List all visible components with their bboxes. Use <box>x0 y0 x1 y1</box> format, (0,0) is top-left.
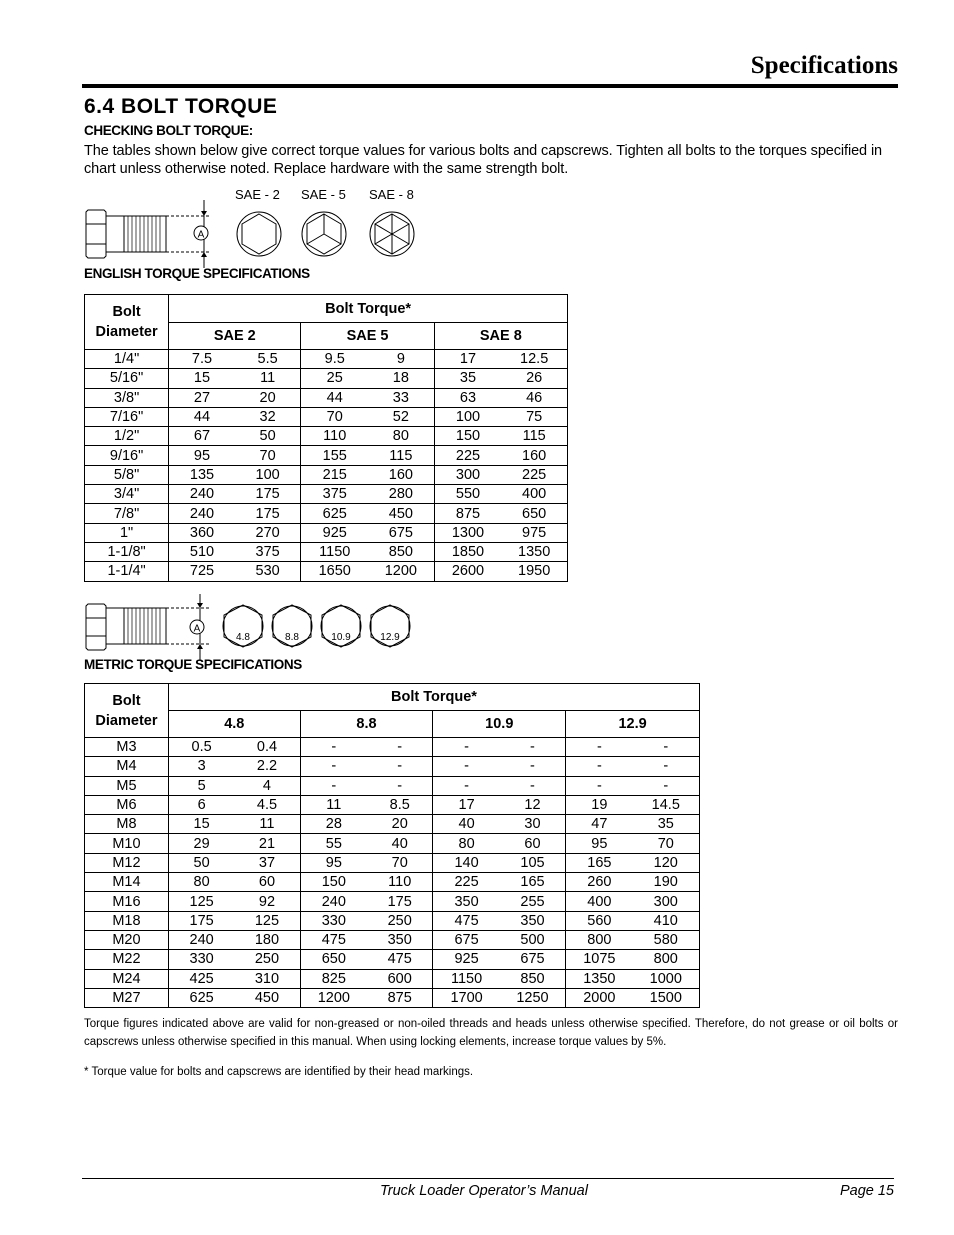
torque-cell: 27 <box>169 388 235 407</box>
torque-cell: 600 <box>367 969 433 988</box>
torque-cell: 32 <box>235 407 301 426</box>
torque-cell: 70 <box>633 834 700 853</box>
diameter-cell: 1/2" <box>85 427 169 446</box>
torque-cell: 1700 <box>433 988 500 1007</box>
torque-cell: 300 <box>633 892 700 911</box>
torque-cell: 19 <box>566 795 633 814</box>
torque-cell: - <box>367 776 433 795</box>
torque-cell: 7.5 <box>169 350 235 369</box>
torque-cell: 70 <box>235 446 301 465</box>
diameter-cell: M20 <box>85 930 169 949</box>
sae8-head-icon <box>370 212 414 256</box>
torque-cell: - <box>500 776 566 795</box>
torque-cell: 11 <box>235 369 301 388</box>
torque-cell: 110 <box>301 427 368 446</box>
table-row <box>85 562 568 581</box>
torque-cell: 1500 <box>633 988 700 1007</box>
torque-cell: 21 <box>234 834 300 853</box>
diameter-cell: 7/8" <box>85 504 169 523</box>
torque-cell: 175 <box>367 892 433 911</box>
torque-cell: 63 <box>434 388 501 407</box>
torque-cell: 150 <box>434 427 501 446</box>
torque-cell: 550 <box>434 485 501 504</box>
torque-cell: 240 <box>169 504 235 523</box>
torque-cell: 100 <box>235 465 301 484</box>
torque-cell: 70 <box>301 407 368 426</box>
torque-cell: 175 <box>168 911 234 930</box>
diameter-cell: 1-1/4" <box>85 562 169 581</box>
table-row <box>85 834 700 853</box>
grade-header: 4.8 <box>168 711 300 738</box>
english-bolt-diagram <box>84 200 424 270</box>
torque-cell: 800 <box>633 950 700 969</box>
metric-129-head-label: 12.9 <box>380 632 400 643</box>
grade-header: 10.9 <box>433 711 566 738</box>
torque-header: Bolt Torque* <box>168 684 699 711</box>
torque-cell: 1950 <box>501 562 567 581</box>
table-row <box>85 388 568 407</box>
torque-cell: 280 <box>368 485 434 504</box>
diameter-cell: M16 <box>85 892 169 911</box>
torque-cell: 925 <box>433 950 500 969</box>
torque-cell: 500 <box>500 930 566 949</box>
table-row <box>85 407 568 426</box>
torque-cell: 9 <box>368 350 434 369</box>
torque-cell: 52 <box>368 407 434 426</box>
metric-torque-table <box>84 683 700 1008</box>
page-header-title: Specifications <box>750 52 898 79</box>
torque-cell: 6 <box>168 795 234 814</box>
torque-cell: 12.5 <box>501 350 567 369</box>
torque-cell: 250 <box>367 911 433 930</box>
table-row <box>85 504 568 523</box>
torque-cell: 240 <box>168 930 234 949</box>
torque-cell: 330 <box>168 950 234 969</box>
torque-cell: 92 <box>234 892 300 911</box>
torque-cell: 240 <box>300 892 367 911</box>
torque-cell: 160 <box>368 465 434 484</box>
torque-cell: 560 <box>566 911 633 930</box>
table-row <box>85 523 568 542</box>
torque-cell: 33 <box>368 388 434 407</box>
torque-cell: 125 <box>168 892 234 911</box>
torque-cell: 135 <box>169 465 235 484</box>
torque-cell: 1000 <box>633 969 700 988</box>
torque-cell: 5 <box>168 776 234 795</box>
sae5-head-label: SAE - 5 <box>301 187 346 202</box>
torque-cell: 20 <box>235 388 301 407</box>
torque-cell: 26 <box>501 369 567 388</box>
torque-cell: 4 <box>234 776 300 795</box>
torque-cell: 14.5 <box>633 795 700 814</box>
torque-cell: 18 <box>368 369 434 388</box>
torque-cell: 350 <box>433 892 500 911</box>
diameter-cell: M12 <box>85 853 169 872</box>
torque-note: Torque figures indicated above are valid for non-greased or non-oiled threads and heads unless otherwise specified. Therefore, do not grease or oil bolts or capscrews unless otherwise specified in this manual. When using locking elements, increase torque values by 5%. <box>84 1018 898 1048</box>
diameter-cell: M18 <box>85 911 169 930</box>
torque-cell: 60 <box>500 834 566 853</box>
table-row <box>85 757 700 776</box>
sae5-head-icon <box>302 212 346 256</box>
torque-cell: 425 <box>168 969 234 988</box>
table-row <box>85 542 568 561</box>
torque-cell: 115 <box>501 427 567 446</box>
torque-cell: - <box>633 757 700 776</box>
table-row <box>85 446 568 465</box>
torque-cell: - <box>500 757 566 776</box>
metric-dimension-label: A <box>193 623 201 635</box>
torque-cell: 110 <box>367 873 433 892</box>
diameter-cell: 7/16" <box>85 407 169 426</box>
torque-cell: 44 <box>301 388 368 407</box>
torque-cell: 925 <box>301 523 368 542</box>
torque-cell: 410 <box>633 911 700 930</box>
english-dimension-label: A <box>197 229 205 241</box>
torque-cell: 800 <box>566 930 633 949</box>
torque-cell: - <box>633 738 700 757</box>
torque-cell: 3 <box>168 757 234 776</box>
torque-cell: 400 <box>501 485 567 504</box>
torque-cell: 850 <box>500 969 566 988</box>
torque-cell: 475 <box>433 911 500 930</box>
torque-cell: 1200 <box>300 988 367 1007</box>
torque-cell: 215 <box>301 465 368 484</box>
torque-cell: 240 <box>169 485 235 504</box>
torque-cell: 29 <box>168 834 234 853</box>
torque-cell: 115 <box>368 446 434 465</box>
torque-cell: 175 <box>235 504 301 523</box>
metric-table-caption: METRIC TORQUE SPECIFICATIONS <box>84 657 302 672</box>
table-row <box>85 465 568 484</box>
grade-header: SAE 8 <box>434 323 567 350</box>
torque-cell: 270 <box>235 523 301 542</box>
header-rule <box>82 84 898 88</box>
torque-cell: 17 <box>434 350 501 369</box>
torque-cell: 28 <box>300 815 367 834</box>
metric-88-head-label: 8.8 <box>285 632 299 643</box>
torque-cell: 0.5 <box>168 738 234 757</box>
torque-cell: - <box>566 757 633 776</box>
english-table-caption: ENGLISH TORQUE SPECIFICATIONS <box>84 266 310 281</box>
torque-cell: 95 <box>566 834 633 853</box>
torque-cell: 650 <box>501 504 567 523</box>
table-row <box>85 911 700 930</box>
torque-cell: 1350 <box>566 969 633 988</box>
torque-cell: 1150 <box>301 542 368 561</box>
torque-cell: 44 <box>169 407 235 426</box>
torque-cell: 475 <box>300 930 367 949</box>
diameter-cell: 5/16" <box>85 369 169 388</box>
table-row <box>85 988 700 1007</box>
torque-cell: 125 <box>234 911 300 930</box>
torque-cell: - <box>433 776 500 795</box>
grade-header: SAE 5 <box>301 323 434 350</box>
torque-cell: 225 <box>501 465 567 484</box>
torque-cell: 850 <box>368 542 434 561</box>
torque-cell: 1250 <box>500 988 566 1007</box>
diameter-cell: M14 <box>85 873 169 892</box>
table-row <box>85 853 700 872</box>
section-subtitle: CHECKING BOLT TORQUE: <box>84 123 253 138</box>
torque-cell: 95 <box>169 446 235 465</box>
torque-cell: 675 <box>500 950 566 969</box>
torque-cell: 50 <box>168 853 234 872</box>
torque-cell: 95 <box>300 853 367 872</box>
torque-cell: 450 <box>234 988 300 1007</box>
torque-cell: 875 <box>367 988 433 1007</box>
torque-cell: 9.5 <box>301 350 368 369</box>
footer-rule <box>82 1178 894 1179</box>
torque-cell: 0.4 <box>234 738 300 757</box>
torque-cell: 190 <box>633 873 700 892</box>
footnote: * Torque value for bolts and capscrews are identified by their head markings. <box>84 1066 474 1078</box>
torque-cell: 1300 <box>434 523 501 542</box>
metric-bolt-diagram <box>84 594 424 662</box>
torque-cell: 5.5 <box>235 350 301 369</box>
torque-cell: 100 <box>434 407 501 426</box>
section-title: 6.4 BOLT TORQUE <box>84 95 278 118</box>
diameter-header: Bolt Diameter <box>85 684 169 738</box>
torque-cell: 35 <box>633 815 700 834</box>
torque-cell: 300 <box>434 465 501 484</box>
torque-cell: 225 <box>433 873 500 892</box>
torque-cell: 47 <box>566 815 633 834</box>
torque-cell: 160 <box>501 446 567 465</box>
torque-cell: - <box>633 776 700 795</box>
torque-cell: - <box>300 757 367 776</box>
diameter-cell: 1" <box>85 523 169 542</box>
torque-cell: 40 <box>367 834 433 853</box>
torque-cell: - <box>367 757 433 776</box>
torque-cell: 530 <box>235 562 301 581</box>
torque-cell: 875 <box>434 504 501 523</box>
table-row <box>85 776 700 795</box>
diameter-cell: M3 <box>85 738 169 757</box>
torque-cell: 350 <box>500 911 566 930</box>
table-row <box>85 930 700 949</box>
diameter-cell: 5/8" <box>85 465 169 484</box>
torque-cell: 165 <box>500 873 566 892</box>
torque-cell: 140 <box>433 853 500 872</box>
table-row <box>85 815 700 834</box>
torque-cell: 725 <box>169 562 235 581</box>
torque-cell: 55 <box>300 834 367 853</box>
diameter-cell: 9/16" <box>85 446 169 465</box>
torque-cell: 155 <box>301 446 368 465</box>
torque-cell: 30 <box>500 815 566 834</box>
table-row <box>85 892 700 911</box>
table-row <box>85 738 700 757</box>
torque-cell: 80 <box>368 427 434 446</box>
table-row <box>85 369 568 388</box>
torque-cell: 150 <box>300 873 367 892</box>
torque-cell: 20 <box>367 815 433 834</box>
torque-cell: 11 <box>300 795 367 814</box>
sae2-head-icon <box>237 212 281 256</box>
torque-cell: 105 <box>500 853 566 872</box>
torque-cell: 825 <box>300 969 367 988</box>
table-row <box>85 950 700 969</box>
torque-cell: 46 <box>501 388 567 407</box>
torque-cell: 50 <box>235 427 301 446</box>
torque-cell: 625 <box>301 504 368 523</box>
diameter-cell: 1/4" <box>85 350 169 369</box>
table-row <box>85 969 700 988</box>
torque-cell: - <box>500 738 566 757</box>
torque-cell: 1075 <box>566 950 633 969</box>
footer-page-number: Page 15 <box>839 1183 894 1199</box>
torque-cell: 35 <box>434 369 501 388</box>
torque-cell: 1650 <box>301 562 368 581</box>
diameter-cell: M24 <box>85 969 169 988</box>
torque-cell: 60 <box>234 873 300 892</box>
torque-cell: 12 <box>500 795 566 814</box>
torque-cell: 475 <box>367 950 433 969</box>
metric-48-head-label: 4.8 <box>236 632 250 643</box>
torque-cell: 15 <box>169 369 235 388</box>
diameter-cell: M22 <box>85 950 169 969</box>
torque-cell: 2000 <box>566 988 633 1007</box>
table-row <box>85 795 700 814</box>
torque-cell: - <box>300 738 367 757</box>
sae2-head-label: SAE - 2 <box>235 187 280 202</box>
table-row <box>85 485 568 504</box>
sae8-head-label: SAE - 8 <box>369 187 414 202</box>
diameter-cell: M10 <box>85 834 169 853</box>
torque-cell: 1350 <box>501 542 567 561</box>
torque-cell: 625 <box>168 988 234 1007</box>
torque-cell: - <box>367 738 433 757</box>
diameter-cell: M5 <box>85 776 169 795</box>
table-row <box>85 350 568 369</box>
grade-header: 8.8 <box>300 711 433 738</box>
torque-cell: 17 <box>433 795 500 814</box>
metric-109-head-label: 10.9 <box>331 632 351 643</box>
table-row <box>85 427 568 446</box>
english-torque-table <box>84 294 568 582</box>
torque-cell: - <box>300 776 367 795</box>
torque-cell: 37 <box>234 853 300 872</box>
intro-paragraph: The tables shown below give correct torque values for various bolts and capscrews. Tighten all bolts to the torques specified in chart unless otherwise noted. Replace hardware with the same strength bolt. <box>84 143 883 177</box>
diameter-cell: 3/8" <box>85 388 169 407</box>
torque-cell: 80 <box>168 873 234 892</box>
diameter-cell: M4 <box>85 757 169 776</box>
footer-manual-title: Truck Loader Operator’s Manual <box>380 1183 588 1199</box>
torque-cell: 260 <box>566 873 633 892</box>
table-row <box>85 873 700 892</box>
torque-cell: 4.5 <box>234 795 300 814</box>
torque-cell: 2600 <box>434 562 501 581</box>
torque-cell: 375 <box>301 485 368 504</box>
torque-cell: 225 <box>434 446 501 465</box>
torque-cell: 175 <box>235 485 301 504</box>
torque-cell: 180 <box>234 930 300 949</box>
torque-cell: 70 <box>367 853 433 872</box>
torque-cell: 310 <box>234 969 300 988</box>
torque-cell: - <box>433 757 500 776</box>
torque-cell: 2.2 <box>234 757 300 776</box>
torque-cell: 350 <box>367 930 433 949</box>
torque-cell: 330 <box>300 911 367 930</box>
diameter-cell: M27 <box>85 988 169 1007</box>
torque-cell: 75 <box>501 407 567 426</box>
torque-cell: 675 <box>433 930 500 949</box>
torque-cell: 15 <box>168 815 234 834</box>
torque-cell: 255 <box>500 892 566 911</box>
torque-cell: 1200 <box>368 562 434 581</box>
grade-header: SAE 2 <box>169 323 301 350</box>
torque-cell: 80 <box>433 834 500 853</box>
torque-header: Bolt Torque* <box>169 295 568 323</box>
torque-cell: - <box>433 738 500 757</box>
diameter-cell: 1-1/8" <box>85 542 169 561</box>
torque-cell: 11 <box>234 815 300 834</box>
torque-cell: 25 <box>301 369 368 388</box>
diameter-cell: 3/4" <box>85 485 169 504</box>
torque-cell: 165 <box>566 853 633 872</box>
torque-cell: 675 <box>368 523 434 542</box>
grade-header: 12.9 <box>566 711 700 738</box>
diameter-cell: M8 <box>85 815 169 834</box>
torque-cell: 975 <box>501 523 567 542</box>
torque-cell: 360 <box>169 523 235 542</box>
torque-cell: 375 <box>235 542 301 561</box>
torque-cell: 650 <box>300 950 367 969</box>
torque-cell: 510 <box>169 542 235 561</box>
torque-cell: - <box>566 738 633 757</box>
torque-cell: 580 <box>633 930 700 949</box>
diameter-header: Bolt Diameter <box>85 295 169 350</box>
torque-cell: 450 <box>368 504 434 523</box>
torque-cell: 40 <box>433 815 500 834</box>
torque-cell: 1150 <box>433 969 500 988</box>
torque-cell: 250 <box>234 950 300 969</box>
torque-cell: 8.5 <box>367 795 433 814</box>
torque-cell: 1850 <box>434 542 501 561</box>
torque-cell: 67 <box>169 427 235 446</box>
torque-cell: 400 <box>566 892 633 911</box>
torque-cell: - <box>566 776 633 795</box>
torque-cell: 120 <box>633 853 700 872</box>
diameter-cell: M6 <box>85 795 169 814</box>
